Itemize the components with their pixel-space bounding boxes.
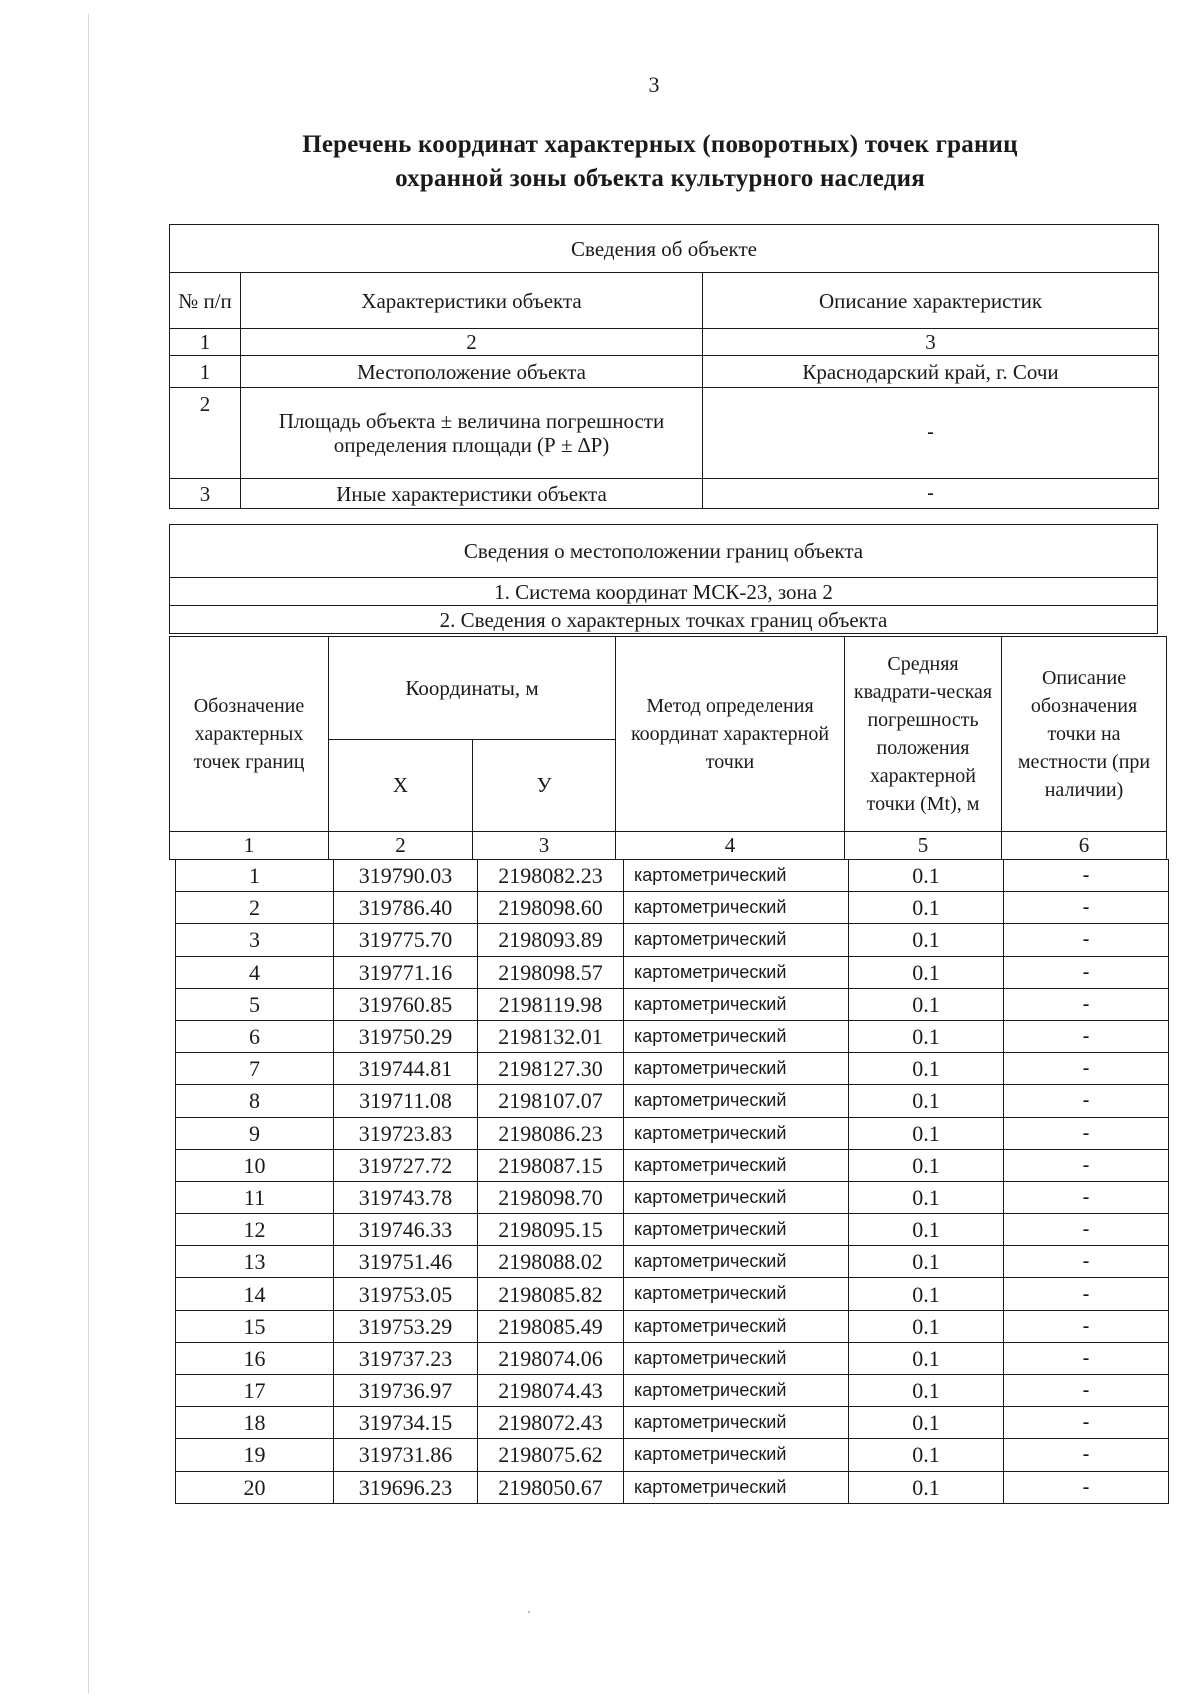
points-data-table [175,859,1169,1504]
page-number: 3 [648,72,660,97]
error-cell: 0.1 [849,1439,1004,1471]
table-row [176,1278,1169,1310]
error-cell: 0.1 [849,924,1004,956]
table-row [176,1310,1169,1342]
point-number-cell: 14 [176,1278,334,1310]
point-number-cell: 19 [176,1439,334,1471]
column-number-cell: 2 [241,329,703,356]
point-description-cell: - [1004,924,1169,956]
table-row [176,1375,1169,1407]
characteristic-cell: Площадь объекта ± величина погрешности определения площади (Р ± ∆Р) [241,388,703,479]
characteristic-cell: Местоположение объекта [241,356,703,388]
method-cell: картометрический [624,1214,849,1246]
x-coordinate-cell: 319751.46 [334,1246,478,1278]
method-cell: картометрический [624,1407,849,1439]
document-title-line-2: охранной зоны объекта культурного наследия [395,165,925,192]
point-number-cell: 3 [176,924,334,956]
error-cell: 0.1 [849,1375,1004,1407]
scan-speck [528,1611,530,1613]
table-row [176,1020,1169,1052]
x-coordinate-cell: 319786.40 [334,892,478,924]
y-coordinate-cell: 2198082.23 [478,860,624,892]
column-number-cell: 5 [845,832,1002,860]
y-coordinate-cell: 2198086.23 [478,1117,624,1149]
x-coordinate-cell: 319696.23 [334,1471,478,1503]
table-row [176,1439,1169,1471]
x-coordinate-cell: 319734.15 [334,1407,478,1439]
column-number-cell: 3 [703,329,1159,356]
point-description-cell: - [1004,988,1169,1020]
header-point-description: Описание обозначения точки на местности (при наличии) [1002,637,1167,832]
method-cell: картометрический [624,1278,849,1310]
point-description-cell: - [1004,1214,1169,1246]
x-coordinate-cell: 319753.29 [334,1310,478,1342]
point-number-cell: 16 [176,1342,334,1374]
point-description-cell: - [1004,1085,1169,1117]
point-description-cell: - [1004,892,1169,924]
point-number-cell: 10 [176,1149,334,1181]
column-number-cell: 1 [170,832,329,860]
y-coordinate-cell: 2198098.70 [478,1181,624,1213]
error-cell: 0.1 [849,860,1004,892]
y-coordinate-cell: 2198119.98 [478,988,624,1020]
y-coordinate-cell: 2198085.49 [478,1310,624,1342]
y-coordinate-cell: 2198074.06 [478,1342,624,1374]
point-description-cell: - [1004,1020,1169,1052]
table-row [170,356,1159,388]
header-number: № п/п [170,273,241,329]
x-coordinate-cell: 319775.70 [334,924,478,956]
error-cell: 0.1 [849,892,1004,924]
coordinate-system-label: 1. Система координат МСК-23, зона 2 [170,578,1158,606]
x-coordinate-cell: 319790.03 [334,860,478,892]
description-cell: - [703,479,1159,509]
error-cell: 0.1 [849,1471,1004,1503]
header-y: У [473,740,616,832]
x-coordinate-cell: 319753.05 [334,1278,478,1310]
point-number-cell: 12 [176,1214,334,1246]
table-row [176,1181,1169,1213]
x-coordinate-cell: 319744.81 [334,1053,478,1085]
points-table-body [176,860,1169,1504]
table-row [176,1471,1169,1503]
object-info-section-title: Сведения об объекте [170,225,1159,273]
column-number-cell: 1 [170,329,241,356]
point-description-cell: - [1004,860,1169,892]
x-coordinate-cell: 319760.85 [334,988,478,1020]
point-description-cell: - [1004,1149,1169,1181]
error-cell: 0.1 [849,1278,1004,1310]
table-row [176,860,1169,892]
point-number-cell: 11 [176,1181,334,1213]
header-description: Описание характеристик [703,273,1159,329]
point-description-cell: - [1004,1342,1169,1374]
error-cell: 0.1 [849,1149,1004,1181]
point-description-cell: - [1004,956,1169,988]
x-coordinate-cell: 319737.23 [334,1342,478,1374]
column-number-cell: 2 [329,832,473,860]
point-number-cell: 18 [176,1407,334,1439]
point-description-cell: - [1004,1117,1169,1149]
point-number-cell: 4 [176,956,334,988]
method-cell: картометрический [624,860,849,892]
method-cell: картометрический [624,988,849,1020]
table-row [176,1085,1169,1117]
x-coordinate-cell: 319736.97 [334,1375,478,1407]
point-number-cell: 2 [176,892,334,924]
x-coordinate-cell: 319723.83 [334,1117,478,1149]
error-cell: 0.1 [849,1117,1004,1149]
method-cell: картометрический [624,1439,849,1471]
y-coordinate-cell: 2198087.15 [478,1149,624,1181]
error-cell: 0.1 [849,1246,1004,1278]
point-description-cell: - [1004,1053,1169,1085]
method-cell: картометрический [624,1085,849,1117]
error-cell: 0.1 [849,1020,1004,1052]
method-cell: картометрический [624,1246,849,1278]
description-cell: Краснодарский край, г. Сочи [703,356,1159,388]
row-number: 3 [170,479,241,509]
header-coordinates: Координаты, м [329,637,616,740]
y-coordinate-cell: 2198095.15 [478,1214,624,1246]
table-row [176,1214,1169,1246]
y-coordinate-cell: 2198074.43 [478,1375,624,1407]
description-cell: - [703,388,1159,479]
location-info-table [169,524,1158,634]
point-number-cell: 13 [176,1246,334,1278]
location-section-title: Сведения о местоположении границ объекта [170,525,1158,578]
y-coordinate-cell: 2198132.01 [478,1020,624,1052]
error-cell: 0.1 [849,1407,1004,1439]
page-margin-line [88,14,89,1694]
y-coordinate-cell: 2198093.89 [478,924,624,956]
y-coordinate-cell: 2198098.60 [478,892,624,924]
point-number-cell: 1 [176,860,334,892]
column-number-cell: 6 [1002,832,1167,860]
error-cell: 0.1 [849,1085,1004,1117]
row-number: 1 [170,356,241,388]
point-description-cell: - [1004,1246,1169,1278]
method-cell: картометрический [624,1375,849,1407]
x-coordinate-cell: 319743.78 [334,1181,478,1213]
x-coordinate-cell: 319727.72 [334,1149,478,1181]
column-number-cell: 3 [473,832,616,860]
method-cell: картометрический [624,956,849,988]
point-number-cell: 5 [176,988,334,1020]
point-number-cell: 17 [176,1375,334,1407]
method-cell: картометрический [624,1342,849,1374]
point-number-cell: 15 [176,1310,334,1342]
method-cell: картометрический [624,1181,849,1213]
error-cell: 0.1 [849,1342,1004,1374]
header-method: Метод определения координат характерной точки [616,637,845,832]
y-coordinate-cell: 2198085.82 [478,1278,624,1310]
table-row [176,1053,1169,1085]
row-number: 2 [170,388,241,479]
point-description-cell: - [1004,1375,1169,1407]
method-cell: картометрический [624,1053,849,1085]
table-row [176,924,1169,956]
column-number-cell: 4 [616,832,845,860]
header-x: X [329,740,473,832]
error-cell: 0.1 [849,1310,1004,1342]
table-row [176,1246,1169,1278]
table-row [176,1407,1169,1439]
characteristic-cell: Иные характеристики объекта [241,479,703,509]
point-number-cell: 9 [176,1117,334,1149]
method-cell: картометрический [624,1149,849,1181]
points-section-title: 2. Сведения о характерных точках границ объекта [170,606,1158,634]
table-row [176,892,1169,924]
error-cell: 0.1 [849,1181,1004,1213]
table-row [176,1117,1169,1149]
method-cell: картометрический [624,1117,849,1149]
document-title [170,128,1150,196]
point-description-cell: - [1004,1278,1169,1310]
point-description-cell: - [1004,1407,1169,1439]
table-row [176,988,1169,1020]
y-coordinate-cell: 2198127.30 [478,1053,624,1085]
error-cell: 0.1 [849,988,1004,1020]
points-header-table [169,636,1167,860]
point-number-cell: 8 [176,1085,334,1117]
y-coordinate-cell: 2198098.57 [478,956,624,988]
error-cell: 0.1 [849,1214,1004,1246]
x-coordinate-cell: 319711.08 [334,1085,478,1117]
header-mean-square-error: Средняя квадрати-ческая погрешность положения характерной точки (Mt), м [845,637,1002,832]
error-cell: 0.1 [849,956,1004,988]
header-point-designation: Обозначение характерных точек границ [170,637,329,832]
x-coordinate-cell: 319771.16 [334,956,478,988]
method-cell: картометрический [624,1471,849,1503]
y-coordinate-cell: 2198107.07 [478,1085,624,1117]
y-coordinate-cell: 2198088.02 [478,1246,624,1278]
point-description-cell: - [1004,1310,1169,1342]
point-description-cell: - [1004,1471,1169,1503]
point-number-cell: 6 [176,1020,334,1052]
point-description-cell: - [1004,1181,1169,1213]
table-row [170,479,1159,509]
point-number-cell: 20 [176,1471,334,1503]
table-row [176,1342,1169,1374]
table-row [170,388,1159,479]
x-coordinate-cell: 319750.29 [334,1020,478,1052]
object-info-table [169,224,1159,509]
y-coordinate-cell: 2198075.62 [478,1439,624,1471]
x-coordinate-cell: 319746.33 [334,1214,478,1246]
table-row [176,1149,1169,1181]
method-cell: картометрический [624,892,849,924]
point-number-cell: 7 [176,1053,334,1085]
header-characteristic: Характеристики объекта [241,273,703,329]
y-coordinate-cell: 2198050.67 [478,1471,624,1503]
document-title-line-1: Перечень координат характерных (поворотных) точек границ [302,131,1018,158]
method-cell: картометрический [624,924,849,956]
error-cell: 0.1 [849,1053,1004,1085]
method-cell: картометрический [624,1310,849,1342]
x-coordinate-cell: 319731.86 [334,1439,478,1471]
table-row [176,956,1169,988]
method-cell: картометрический [624,1020,849,1052]
y-coordinate-cell: 2198072.43 [478,1407,624,1439]
point-description-cell: - [1004,1439,1169,1471]
